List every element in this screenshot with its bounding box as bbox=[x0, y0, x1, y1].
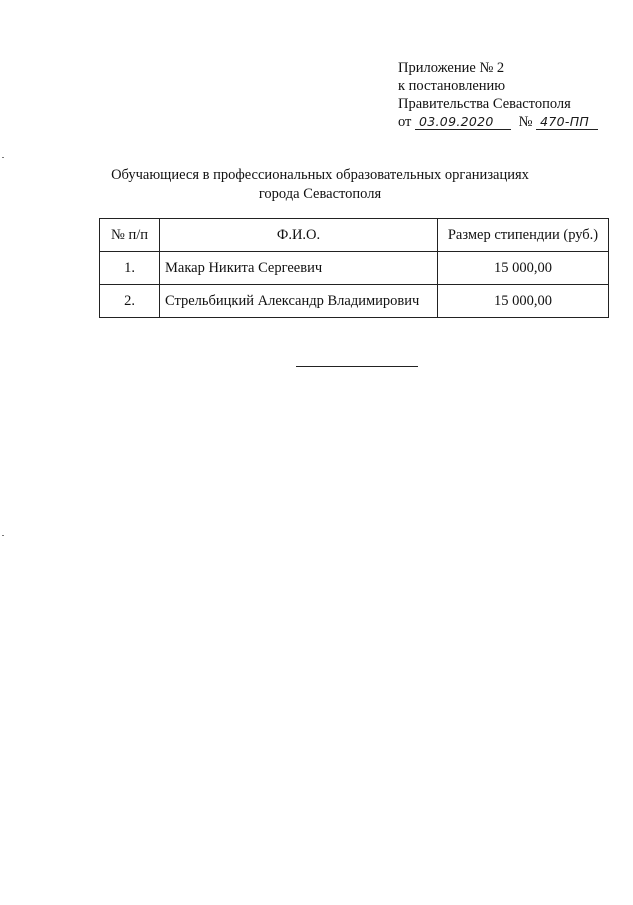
scan-edge-mark bbox=[2, 535, 4, 536]
handwritten-number: 470-ПП bbox=[536, 114, 598, 130]
from-label: от bbox=[398, 114, 412, 130]
appendix-authority: Правительства Севастополя bbox=[398, 96, 571, 112]
header-number: № п/п bbox=[100, 219, 160, 252]
scan-edge-mark bbox=[2, 157, 4, 158]
row-name: Макар Никита Сергеевич bbox=[160, 252, 438, 285]
appendix-title: Приложение № 2 bbox=[398, 60, 505, 76]
title-line-1: Обучающиеся в профессиональных образовательных организациях bbox=[111, 167, 529, 183]
appendix-reference: к постановлению bbox=[398, 78, 506, 94]
closing-line bbox=[296, 366, 418, 367]
table-header-row bbox=[100, 219, 609, 252]
title-line-2: города Севастополя bbox=[258, 186, 382, 202]
document-title bbox=[60, 166, 580, 204]
table-row bbox=[100, 252, 609, 285]
appendix-date-number-row bbox=[398, 113, 618, 131]
row-amount: 15 000,00 bbox=[438, 285, 609, 318]
header-name: Ф.И.О. bbox=[160, 219, 438, 252]
row-amount: 15 000,00 bbox=[438, 252, 609, 285]
table-row bbox=[100, 285, 609, 318]
number-label: № bbox=[518, 114, 533, 130]
appendix-block bbox=[398, 59, 618, 131]
row-number: 2. bbox=[100, 285, 160, 318]
scholarship-table bbox=[99, 218, 609, 318]
row-name: Стрельбицкий Александр Владимирович bbox=[160, 285, 438, 318]
row-number: 1. bbox=[100, 252, 160, 285]
header-amount: Размер стипендии (руб.) bbox=[438, 219, 609, 252]
handwritten-date: 03.09.2020 bbox=[415, 114, 511, 130]
